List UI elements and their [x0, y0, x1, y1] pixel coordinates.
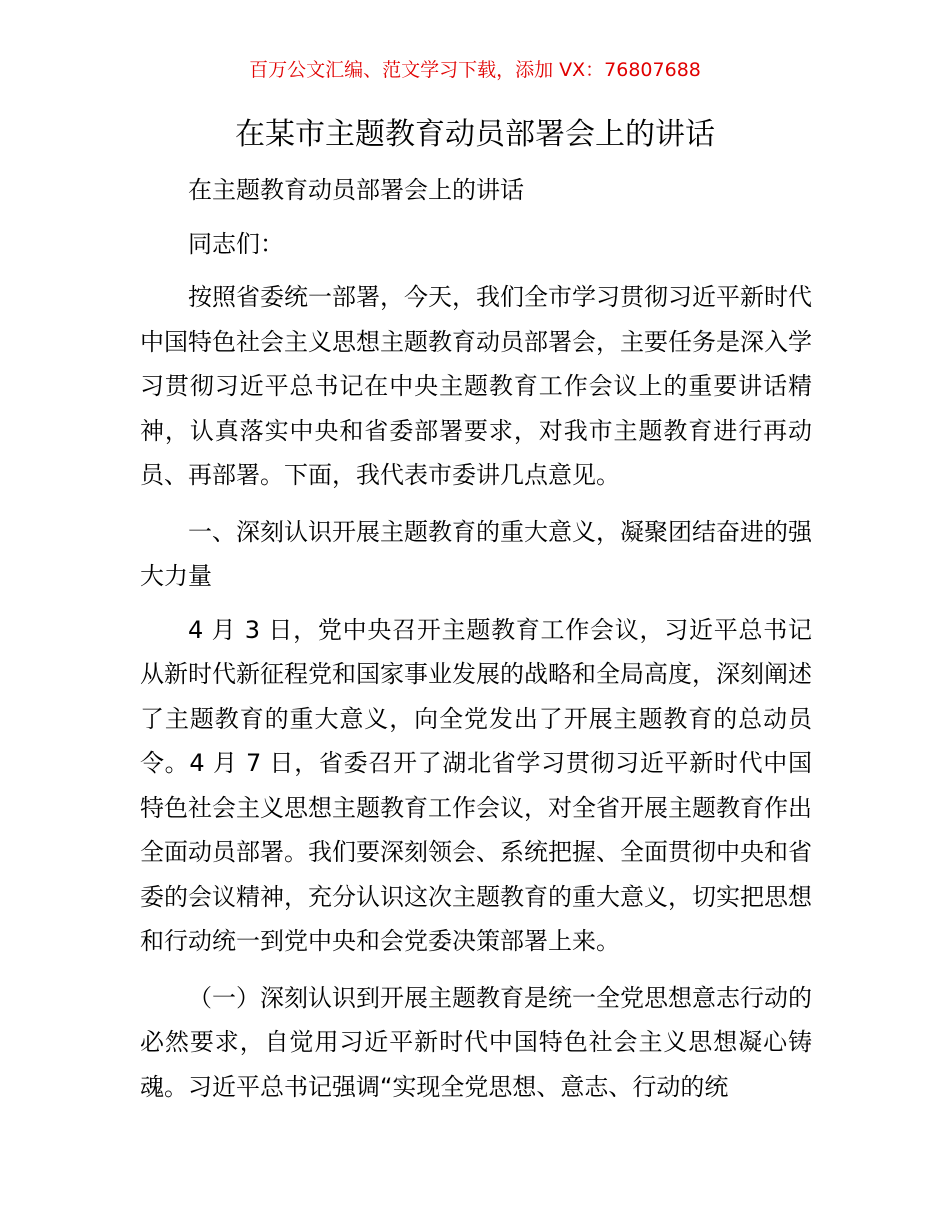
watermark-banner: 百万公文汇编、范文学习下载，添加 VX：76807688	[249, 59, 701, 81]
document-body	[140, 168, 812, 1109]
salutation-paragraph: 同志们：	[188, 229, 284, 258]
document-title: 在某市主题教育动员部署会上的讲话	[235, 117, 715, 152]
subtitle-paragraph: 在主题教育动员部署会上的讲话	[188, 176, 524, 204]
body-paragraph: 4 月 3 日，党中央召开主题教育工作会议，习近平总书记从新时代新征程党和国家事业发展的战略和全局高度，深刻阐述了主题教育的重大意义，向全党发出了开展主题教育的总动员令。4 月 7 日，省委召开了湖北省学习贯彻习近平新时代中国特色社会主义思想主题教育工作会议，对全省开展主题教育作出全面动员部署。我们要深刻领会、系统把握、全面贯彻中央和省委的会议精神，充分认识这次主题教育的重大意义，切实把思想和行动统一到党中央和会党委决策部署上来。	[140, 615, 812, 955]
section-heading-1: 一、深刻认识开展主题教育的重大意义，凝聚团结奋进的强大力量	[140, 517, 812, 590]
subsection-paragraph-1: （一）深刻认识到开展主题教育是统一全党思想意志行动的必然要求，自觉用习近平新时代中国特色社会主义思想凝心铸魂。习近平总书记强调“实现全党思想、意志、行动的统	[140, 983, 812, 1101]
intro-paragraph: 按照省委统一部署，今天，我们全市学习贯彻习近平新时代中国特色社会主义思想主题教育动员部署会，主要任务是深入学习贯彻习近平总书记在中央主题教育工作会议上的重要讲话精神，认真落实中央和省委部署要求，对我市主题教育进行再动员、再部署。下面，我代表市委讲几点意见。	[140, 283, 812, 489]
